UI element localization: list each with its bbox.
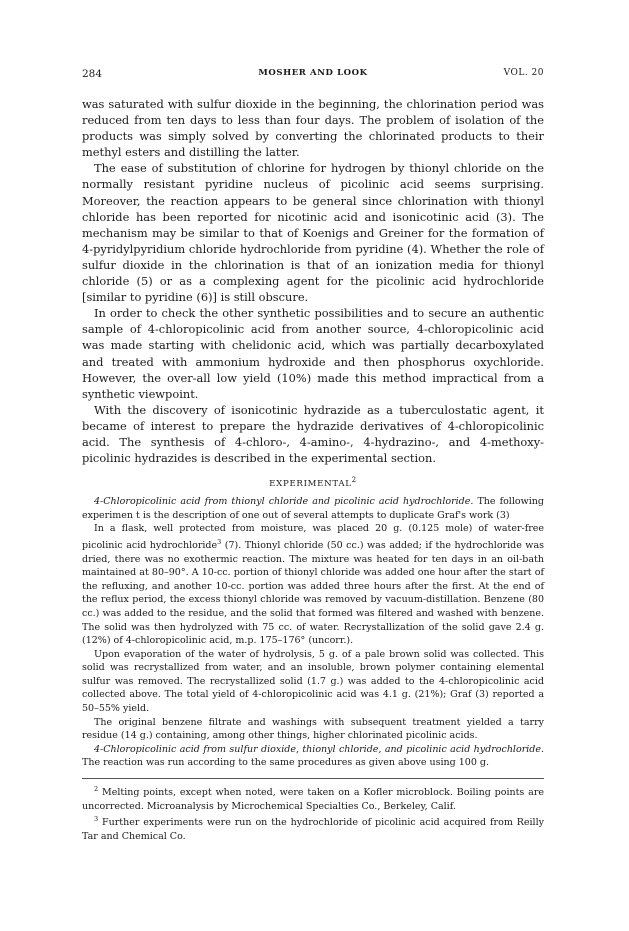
footnotes	[82, 778, 544, 844]
experimental-paragraph-2: In a flask, well protected from moisture, was placed 20 g. (0.125 mole) of water-free picolinic acid hydrochloride$^3$ (7). Thionyl chloride (50 cc.) was added; if the hydrochloride was dried, there was no exothermic reaction. The mixture was heated for ten days in an oil-bath maintained at 80–90°. A 10-cc. portion of thionyl chloride was added one hour after the start of the refluxing, and another 10-cc. portion was added three hours after the first. At the end of the reflux period, the excess thionyl chloride was removed by vacuum-distillation. Benzene (80 cc.) was added to the residue, and the solid that formed was filtered and washed with benzene. The solid was then hydrolyzed with 75 cc. of water. Recrystallization of the solid gave 2.4 g. (12%) of 4-chloropicolinic acid, m.p. 175–176° (uncorr.).	[82, 523, 544, 647]
journal-page	[82, 68, 544, 844]
running-head	[82, 68, 544, 84]
volume-label: VOL. 20	[503, 68, 544, 78]
footnote-mark-3: 3	[94, 815, 99, 824]
procedure-title-2: 4-Chloropicolinic acid from sulfur dioxide, thionyl chloride, and picolinic acid hydrochloride.	[94, 743, 544, 755]
footnote-ref-3: 3	[217, 537, 222, 546]
body-paragraph-4: With the discovery of isonicotinic hydrazide as a tuberculostatic agent, it became of interest to prepare the hydrazide derivatives of 4-chloropicolinic acid. The synthesis of 4-chloro-, 4-amino-, 4-hydrazino-, and 4-methoxy-picolinic hydrazides is described in the experimental section.	[82, 402, 544, 466]
page-number: 284	[82, 68, 103, 80]
footnote-ref-2: 2	[351, 476, 357, 485]
body-paragraph-3: In order to check the other synthetic possibilities and to secure an authentic sample of 4-chloropicolinic acid from another source, 4-chloropicolinic acid was made starting with chelidonic acid, which was partially decarboxylated and treated with ammonium hydroxide and then phosphorus oxychloride. However, the over-all low yield (10%) made this method impractical from a synthetic viewpoint.	[82, 306, 544, 401]
experimental-paragraph-1: 4-Chloropicolinic acid from thionyl chloride and picolinic acid hydrochloride. The following experimen t is the description of one out of several attempts to duplicate Graf's work (3)	[82, 496, 544, 521]
experimental-section	[82, 495, 544, 770]
footnote-3: $^3$ Further experiments were run on the hydrochloride of picolinic acid acquired from Reilly Tar and Chemical Co.	[82, 815, 544, 843]
experimental-paragraph-3: Upon evaporation of the water of hydrolysis, 5 g. of a pale brown solid was collected. This solid was recrystallized from water, and an insoluble, brown polymer containing elemental sulfur was removed. The recrystallized solid (1.7 g.) was added to the 4-chloropicolinic acid collected above. The total yield of 4-chloropicolinic acid was 4.1 g. (21%); Graf (3) reported a 50–55% yield.	[82, 648, 544, 715]
body-paragraph-2: The ease of substitution of chlorine for hydrogen by thionyl chloride on the normally resistant pyridine nucleus of picolinic acid seems surprising. Moreover, the reaction appears to be general since chlorination with thionyl chloride has been reported for nicotinic acid and isonicotinic acid (3). The mechanism may be similar to that of Koenigs and Greiner for the formation of 4-pyridylpyridium chloride hydrochloride from pyridine (4). Whether the role of sulfur dioxide in the chlorination is that of an ionization media for thionyl chloride (5) or as a complexing agent for the picolinic acid hydrochloride [similar to pyridine (6)] is still obscure.	[82, 161, 544, 305]
body-paragraph-1: was saturated with sulfur dioxide in the beginning, the chlorination period was reduced from ten days to less than four days. The problem of isolation of the products was simply solved by converting the chlorinated products to their methyl esters and distilling the latter.	[82, 97, 544, 160]
procedure-title-1: 4-Chloropicolinic acid from thionyl chloride and picolinic acid hydrochloride.	[94, 496, 474, 508]
experimental-paragraph-5: 4-Chloropicolinic acid from sulfur dioxide, thionyl chloride, and picolinic acid hydrochloride. The reaction was run according to the same procedures as given above using 100 g.	[82, 743, 544, 769]
body-text	[82, 96, 544, 466]
experimental-paragraph-4: The original benzene filtrate and washings with subsequent treatment yielded a tarry residue (14 g.) containing, among other things, higher chlorinated picolinic acids.	[82, 716, 544, 742]
running-head-authors: MOSHER AND LOOK	[258, 68, 368, 78]
footnote-mark-2: 2	[94, 785, 99, 794]
footnote-2: $^2$ Melting points, except when noted, were taken on a Kofler microblock. Boiling points are uncorrected. Microanalysis by Microchemical Specialties Co., Berkeley, Calif.	[82, 785, 544, 812]
experimental-heading: EXPERIMENTAL$^2$	[269, 476, 357, 490]
